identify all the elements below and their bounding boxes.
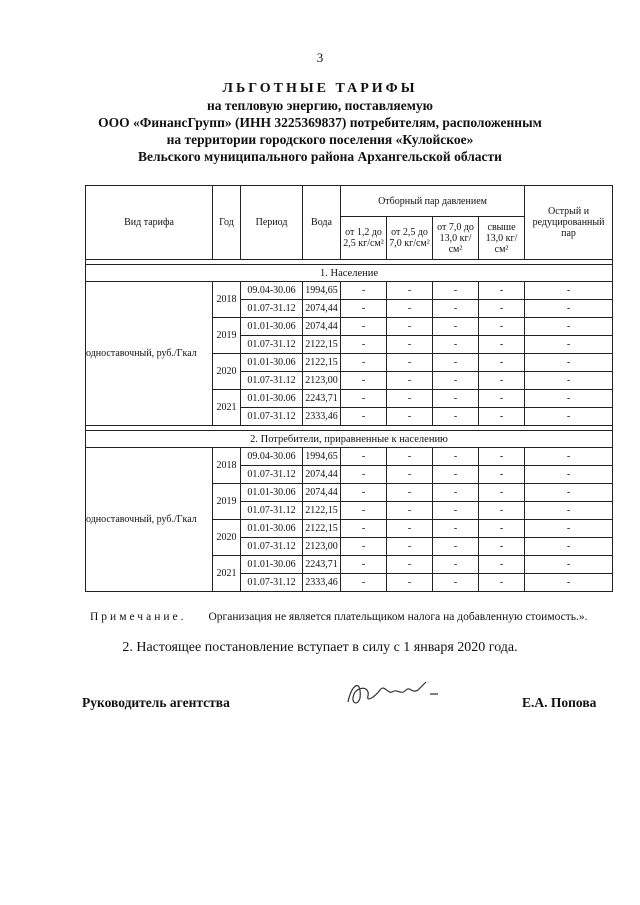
pressure-2-cell: - <box>387 372 433 390</box>
period-cell: 01.07-31.12 <box>241 502 303 520</box>
pressure-4-cell: - <box>479 574 525 592</box>
period-cell: 01.01-30.06 <box>241 318 303 336</box>
period-cell: 09.04-30.06 <box>241 282 303 300</box>
pressure-3-cell: - <box>433 520 479 538</box>
water-cell: 2074,44 <box>303 484 341 502</box>
water-cell: 2122,15 <box>303 520 341 538</box>
pressure-2-cell: - <box>387 574 433 592</box>
pressure-4-cell: - <box>479 354 525 372</box>
header-tariff-type: Вид тарифа <box>86 186 213 260</box>
pressure-1-cell: - <box>341 282 387 300</box>
section-title: 1. Население <box>86 265 613 282</box>
year-cell: 2018 <box>213 282 241 318</box>
pressure-2-cell: - <box>387 390 433 408</box>
period-cell: 01.07-31.12 <box>241 372 303 390</box>
pressure-4-cell: - <box>479 466 525 484</box>
period-cell: 01.01-30.06 <box>241 390 303 408</box>
pressure-1-cell: - <box>341 520 387 538</box>
header-pressure-1: от 1,2 до 2,5 кг/см² <box>341 217 387 260</box>
water-cell: 2122,15 <box>303 502 341 520</box>
pressure-2-cell: - <box>387 282 433 300</box>
sharp-steam-cell: - <box>525 520 613 538</box>
tariff-type-cell: одноставочный, руб./Гкал <box>86 282 213 426</box>
period-cell: 01.07-31.12 <box>241 466 303 484</box>
water-cell: 2123,00 <box>303 372 341 390</box>
note-label: Примечание. <box>90 611 187 623</box>
note-text: Организация не является плательщиком налога на добавленную стоимость.». <box>208 611 588 623</box>
pressure-1-cell: - <box>341 300 387 318</box>
water-cell: 2074,44 <box>303 318 341 336</box>
period-cell: 01.01-30.06 <box>241 556 303 574</box>
sharp-steam-cell: - <box>525 538 613 556</box>
period-cell: 01.07-31.12 <box>241 538 303 556</box>
pressure-2-cell: - <box>387 466 433 484</box>
pressure-3-cell: - <box>433 466 479 484</box>
sharp-steam-cell: - <box>525 318 613 336</box>
title-line-2: на тепловую энергию, поставляемую <box>207 98 433 113</box>
page-number: 3 <box>316 50 324 65</box>
handwritten-signature <box>340 672 460 712</box>
pressure-2-cell: - <box>387 538 433 556</box>
water-cell: 2074,44 <box>303 300 341 318</box>
pressure-3-cell: - <box>433 372 479 390</box>
pressure-3-cell: - <box>433 318 479 336</box>
tariff-type-cell: одноставочный, руб./Гкал <box>86 448 213 592</box>
pressure-1-cell: - <box>341 408 387 426</box>
pressure-3-cell: - <box>433 556 479 574</box>
pressure-4-cell: - <box>479 390 525 408</box>
pressure-4-cell: - <box>479 282 525 300</box>
sharp-steam-cell: - <box>525 448 613 466</box>
pressure-1-cell: - <box>341 336 387 354</box>
pressure-4-cell: - <box>479 502 525 520</box>
period-cell: 01.07-31.12 <box>241 408 303 426</box>
pressure-3-cell: - <box>433 538 479 556</box>
water-cell: 1994,65 <box>303 282 341 300</box>
sharp-steam-cell: - <box>525 408 613 426</box>
pressure-2-cell: - <box>387 336 433 354</box>
pressure-4-cell: - <box>479 318 525 336</box>
pressure-4-cell: - <box>479 520 525 538</box>
effective-date-paragraph: 2. Настоящее постановление вступает в силу с 1 января 2020 года. <box>122 640 518 655</box>
water-cell: 2333,46 <box>303 408 341 426</box>
period-cell: 09.04-30.06 <box>241 448 303 466</box>
pressure-3-cell: - <box>433 502 479 520</box>
water-cell: 2122,15 <box>303 354 341 372</box>
pressure-1-cell: - <box>341 574 387 592</box>
year-cell: 2018 <box>213 448 241 484</box>
pressure-4-cell: - <box>479 538 525 556</box>
pressure-2-cell: - <box>387 448 433 466</box>
pressure-3-cell: - <box>433 354 479 372</box>
section-title: 2. Потребители, приравненные к населению <box>86 431 613 448</box>
year-cell: 2021 <box>213 556 241 592</box>
water-cell: 2243,71 <box>303 390 341 408</box>
water-cell: 2123,00 <box>303 538 341 556</box>
year-cell: 2020 <box>213 520 241 556</box>
signatory-name: Е.А. Попова <box>522 695 597 710</box>
pressure-4-cell: - <box>479 484 525 502</box>
header-water: Вода <box>303 186 341 260</box>
sharp-steam-cell: - <box>525 372 613 390</box>
pressure-1-cell: - <box>341 390 387 408</box>
pressure-3-cell: - <box>433 574 479 592</box>
period-cell: 01.07-31.12 <box>241 336 303 354</box>
pressure-1-cell: - <box>341 448 387 466</box>
year-cell: 2019 <box>213 318 241 354</box>
year-cell: 2020 <box>213 354 241 390</box>
water-cell: 2122,15 <box>303 336 341 354</box>
pressure-3-cell: - <box>433 390 479 408</box>
header-pressure-2: от 2,5 до 7,0 кг/см² <box>387 217 433 260</box>
pressure-1-cell: - <box>341 538 387 556</box>
period-cell: 01.07-31.12 <box>241 574 303 592</box>
sharp-steam-cell: - <box>525 300 613 318</box>
sharp-steam-cell: - <box>525 390 613 408</box>
pressure-2-cell: - <box>387 484 433 502</box>
pressure-2-cell: - <box>387 300 433 318</box>
water-cell: 1994,65 <box>303 448 341 466</box>
pressure-1-cell: - <box>341 556 387 574</box>
pressure-1-cell: - <box>341 502 387 520</box>
pressure-3-cell: - <box>433 336 479 354</box>
pressure-4-cell: - <box>479 448 525 466</box>
year-cell: 2021 <box>213 390 241 426</box>
sharp-steam-cell: - <box>525 574 613 592</box>
document-title <box>40 80 600 165</box>
pressure-2-cell: - <box>387 520 433 538</box>
pressure-4-cell: - <box>479 408 525 426</box>
pressure-2-cell: - <box>387 502 433 520</box>
pressure-2-cell: - <box>387 318 433 336</box>
header-period: Период <box>241 186 303 260</box>
pressure-4-cell: - <box>479 300 525 318</box>
sharp-steam-cell: - <box>525 556 613 574</box>
header-sharp-steam: Острый и редуцированный пар <box>525 186 613 260</box>
water-cell: 2074,44 <box>303 466 341 484</box>
tariff-table <box>85 185 613 592</box>
sharp-steam-cell: - <box>525 502 613 520</box>
period-cell: 01.01-30.06 <box>241 520 303 538</box>
title-line-3: ООО «ФинансГрупп» (ИНН 3225369837) потребителям, расположенным <box>98 115 542 130</box>
pressure-1-cell: - <box>341 466 387 484</box>
pressure-1-cell: - <box>341 354 387 372</box>
sharp-steam-cell: - <box>525 484 613 502</box>
table-row <box>86 282 613 300</box>
header-year: Год <box>213 186 241 260</box>
pressure-2-cell: - <box>387 556 433 574</box>
sharp-steam-cell: - <box>525 354 613 372</box>
sharp-steam-cell: - <box>525 282 613 300</box>
title-line-4: на территории городского поселения «Кулойское» <box>166 132 474 147</box>
pressure-4-cell: - <box>479 556 525 574</box>
note <box>90 611 588 623</box>
pressure-3-cell: - <box>433 448 479 466</box>
pressure-3-cell: - <box>433 408 479 426</box>
pressure-1-cell: - <box>341 318 387 336</box>
pressure-4-cell: - <box>479 372 525 390</box>
pressure-3-cell: - <box>433 484 479 502</box>
pressure-2-cell: - <box>387 408 433 426</box>
table-row <box>86 448 613 466</box>
period-cell: 01.07-31.12 <box>241 300 303 318</box>
period-cell: 01.01-30.06 <box>241 484 303 502</box>
header-pressure-3: от 7,0 до 13,0 кг/см² <box>433 217 479 260</box>
header-pressure-4: свыше 13,0 кг/см² <box>479 217 525 260</box>
title-line-5: Вельского муниципального района Архангельской области <box>138 149 502 164</box>
title-heading: ЛЬГОТНЫЕ ТАРИФЫ <box>222 81 418 96</box>
signatory-position: Руководитель агентства <box>82 695 230 710</box>
sharp-steam-cell: - <box>525 336 613 354</box>
pressure-1-cell: - <box>341 484 387 502</box>
water-cell: 2333,46 <box>303 574 341 592</box>
sharp-steam-cell: - <box>525 466 613 484</box>
header-extracted-steam: Отборный пар давлением <box>341 186 525 217</box>
period-cell: 01.01-30.06 <box>241 354 303 372</box>
year-cell: 2019 <box>213 484 241 520</box>
pressure-4-cell: - <box>479 336 525 354</box>
pressure-3-cell: - <box>433 300 479 318</box>
pressure-3-cell: - <box>433 282 479 300</box>
pressure-1-cell: - <box>341 372 387 390</box>
water-cell: 2243,71 <box>303 556 341 574</box>
pressure-2-cell: - <box>387 354 433 372</box>
